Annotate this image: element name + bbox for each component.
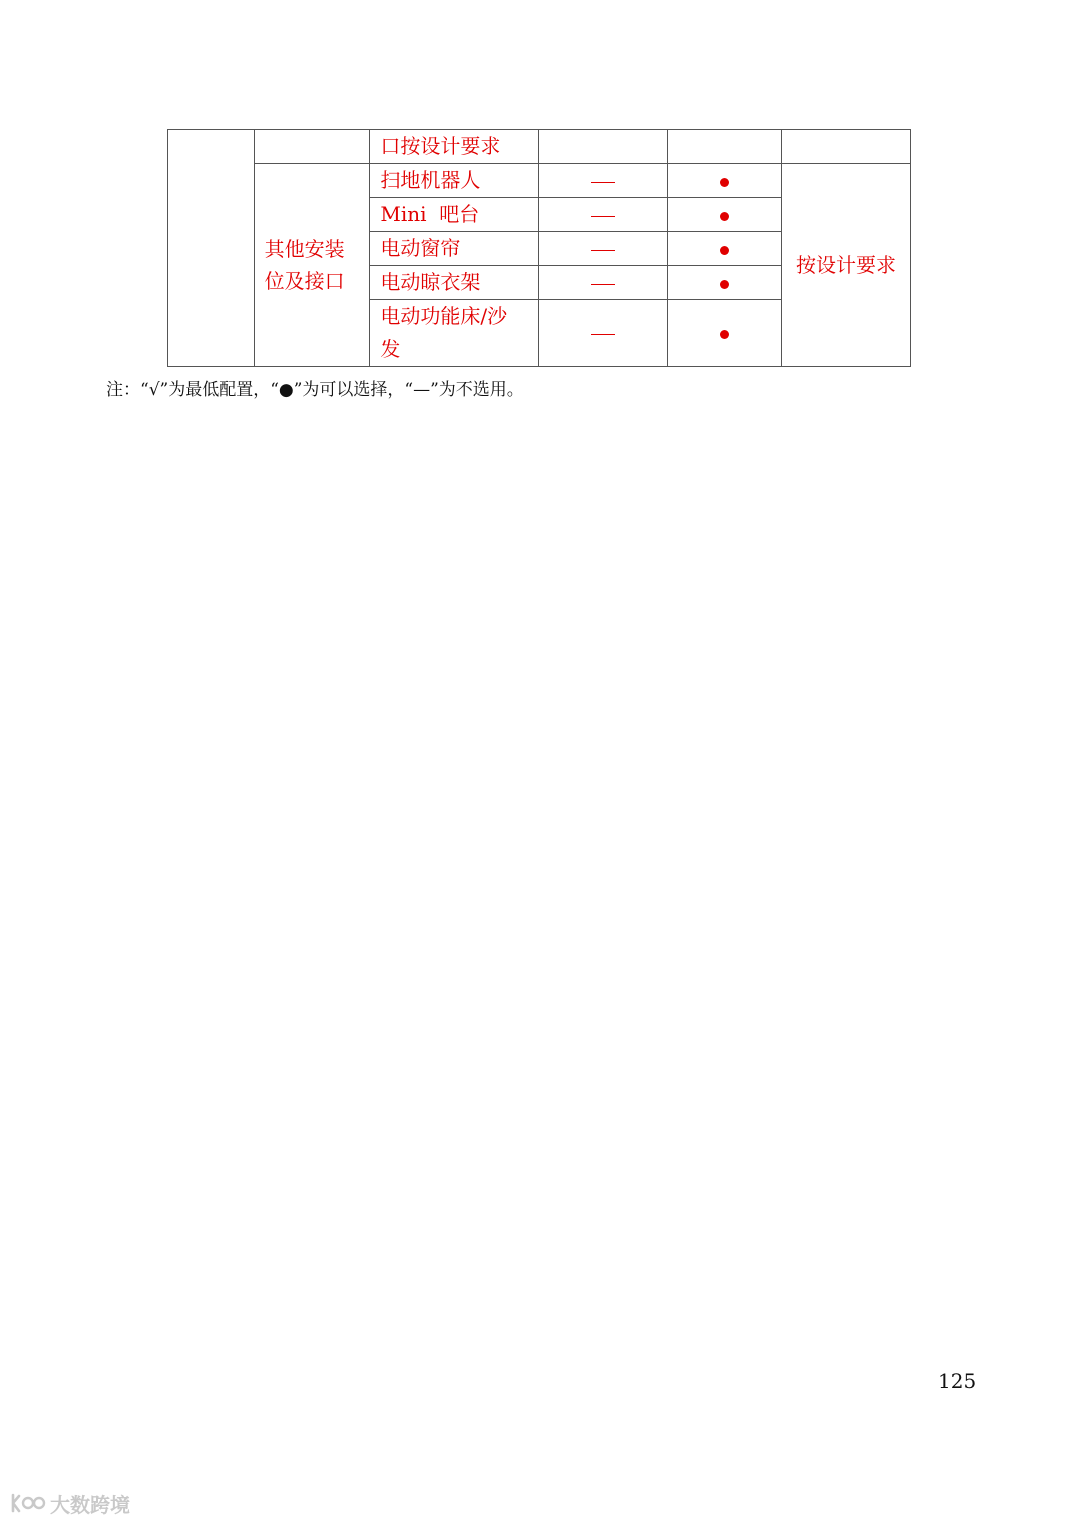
group-label-cell <box>254 164 370 367</box>
optional-cell <box>668 266 782 300</box>
page-number: 125 <box>938 1369 977 1393</box>
group-label-line2: 位及接口 <box>264 269 345 293</box>
item-cell <box>370 300 539 367</box>
dot-icon <box>720 330 729 339</box>
item-cell: 口按设计要求 <box>370 130 539 164</box>
table-row <box>168 164 911 198</box>
min-config-cell <box>539 130 668 164</box>
dot-icon <box>720 178 729 187</box>
min-config-cell <box>539 164 668 198</box>
min-config-cell <box>539 198 668 232</box>
dash-icon <box>591 182 615 183</box>
min-config-cell <box>539 300 668 367</box>
min-config-cell <box>539 232 668 266</box>
group-cell-empty <box>254 130 370 164</box>
category-cell <box>168 130 255 367</box>
item-cell: 扫地机器人 <box>370 164 539 198</box>
item-cell: 电动窗帘 <box>370 232 539 266</box>
table-row <box>168 130 911 164</box>
dot-icon <box>720 280 729 289</box>
logo-icon <box>10 1491 46 1515</box>
item-cell: 电动晾衣架 <box>370 266 539 300</box>
dot-icon <box>720 246 729 255</box>
table-note: 注：“√”为最低配置，“●”为可以选择，“—”为不选用。 <box>106 380 524 400</box>
optional-cell <box>668 232 782 266</box>
item-line1: 电动功能床/沙 <box>380 304 508 328</box>
group-label-line1: 其他安装 <box>264 237 345 261</box>
config-table <box>167 129 911 367</box>
min-config-cell <box>539 266 668 300</box>
optional-cell <box>668 130 782 164</box>
watermark <box>10 1490 130 1516</box>
dash-icon <box>591 334 615 335</box>
dot-icon <box>720 212 729 221</box>
item-cell: Mini 吧台 <box>370 198 539 232</box>
optional-cell <box>668 198 782 232</box>
requirement-cell <box>782 130 911 164</box>
dash-icon <box>591 250 615 251</box>
dash-icon <box>591 216 615 217</box>
group-requirement-cell: 按设计要求 <box>782 164 911 367</box>
dash-icon <box>591 284 615 285</box>
item-line2: 发 <box>380 337 401 361</box>
watermark-text: 大数跨境 <box>50 1492 130 1517</box>
optional-cell <box>668 164 782 198</box>
optional-cell <box>668 300 782 367</box>
